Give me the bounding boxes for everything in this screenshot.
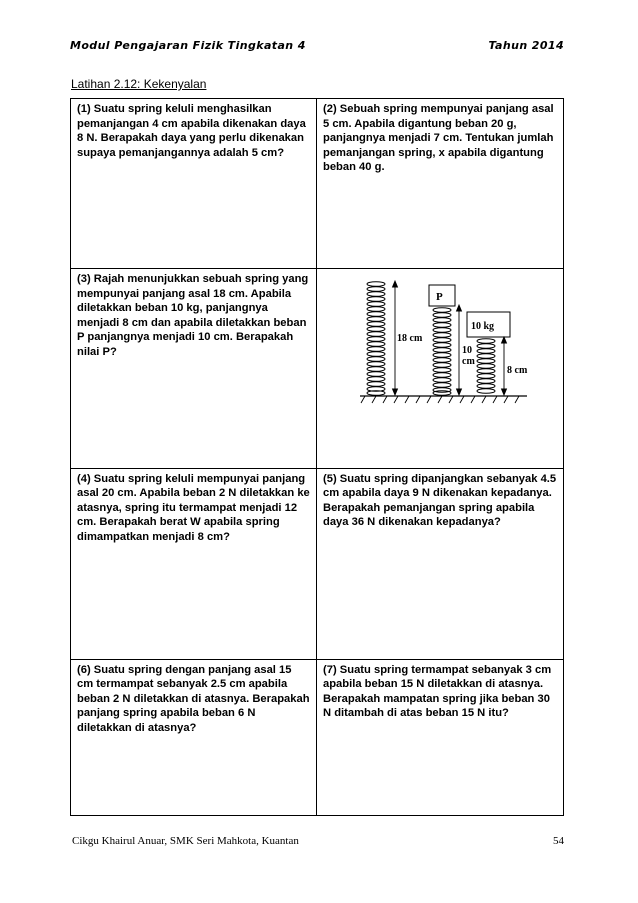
- page-number: 54: [553, 835, 564, 847]
- spring-diagram: [323, 272, 564, 463]
- spring-with-10kg: [477, 339, 495, 394]
- question-4: (4) Suatu spring keluli mempunyai panjang asal 20 cm. Apabila beban 2 N diletakkan ke atasnya, spring itu termampat menjadi 12 cm. Berapakah berat W apabila spring dimampatkan menjadi 8 cm?: [71, 468, 317, 659]
- spring-with-p: [433, 308, 451, 396]
- header-year: Tahun 2014: [488, 39, 564, 52]
- label-p: P: [436, 291, 443, 303]
- question-3: (3) Rajah menunjukkan sebuah spring yang mempunyai panjang asal 18 cm. Apabila diletakkan beban 10 kg, panjangnya menjadi 8 cm dan apabila diletakkan beban P panjangnya menjadi 10 cm. Berapakah nilai P?: [71, 269, 317, 469]
- question-1: (1) Suatu spring keluli menghasilkan pemanjangan 4 cm apabila dikenakan daya 8 N. Berapakah daya yang perlu dikenakan supaya pemanjangannya adalah 5 cm?: [71, 99, 317, 269]
- question-5: (5) Suatu spring dipanjangkan sebanyak 4.5 cm apabila daya 9 N dikenakan kepadanya. Berapakah pemanjangan spring apabila daya 36 N dikenakan kepadanya?: [317, 468, 564, 659]
- header-module-title: Modul Pengajaran Fizik Tingkatan 4: [70, 39, 306, 52]
- question-6: (6) Suatu spring dengan panjang asal 15 cm termampat sebanyak 2.5 cm apabila beban 2 N diletakkan di atasnya. Berapakah panjang spring apabila beban 6 N diletakkan di atasnya?: [71, 659, 317, 815]
- question-7: (7) Suatu spring termampat sebanyak 3 cm apabila beban 15 N diletakkan di atasnya. Berapakah mampatan spring jika beban 30 N ditambah di atas beban 15 N itu?: [317, 659, 564, 815]
- label-10kg: 10 kg: [471, 321, 495, 332]
- dimension-arrow-10cm: [457, 305, 462, 395]
- label-18cm: 18 cm: [397, 333, 423, 344]
- question-2: (2) Sebuah spring mempunyai panjang asal 5 cm. Apabila digantung beban 20 g, panjangnya menjadi 7 cm. Tentukan jumlah pemanjangan spring, x apabila digantung beban 40 g.: [317, 99, 564, 269]
- ground: [360, 396, 527, 403]
- section-title: Latihan 2.12: Kekenyalan: [71, 77, 207, 91]
- footer-author: Cikgu Khairul Anuar, SMK Seri Mahkota, Kuantan: [72, 835, 299, 847]
- label-10cm-unit: cm: [462, 356, 475, 367]
- label-10cm-number: 10: [462, 345, 472, 356]
- spring-diagram-cell: [317, 269, 564, 469]
- label-8cm: 8 cm: [507, 365, 528, 376]
- page-header: [70, 39, 564, 55]
- question-table: [70, 98, 564, 816]
- dimension-arrow-8cm: [502, 337, 507, 395]
- spring-original: [367, 282, 385, 396]
